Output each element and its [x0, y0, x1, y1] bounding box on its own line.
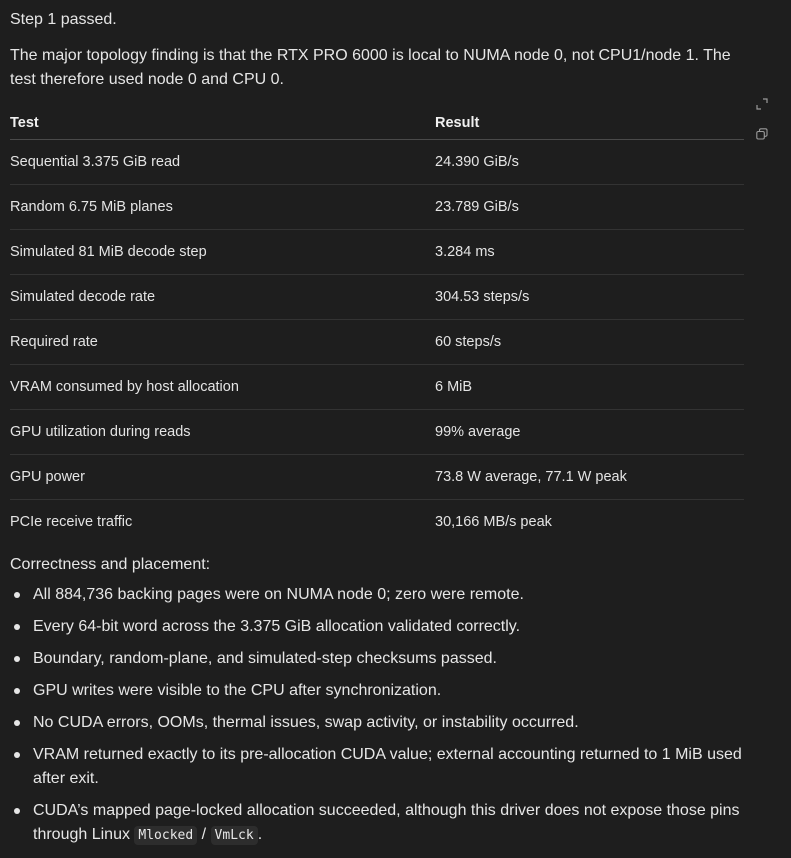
result-cell: 30,166 MB/s peak	[435, 514, 552, 530]
result-cell: 23.789 GiB/s	[435, 185, 744, 230]
results-table	[10, 106, 744, 544]
copy-icon[interactable]	[755, 128, 769, 142]
table-header-row	[10, 106, 744, 140]
finding-paragraph: The major topology finding is that the RTX PRO 6000 is local to NUMA node 0, not CPU1/node 1. The test therefore used node 0 and CPU 0.	[10, 47, 731, 88]
table-row	[10, 185, 744, 230]
status-text: Step 1 passed.	[10, 11, 117, 28]
list-item	[10, 711, 768, 735]
expand-icon[interactable]	[755, 98, 769, 112]
inline-code-vmlck: VmLck	[211, 826, 258, 845]
test-cell: Random 6.75 MiB planes	[10, 185, 435, 230]
column-header-result: Result	[435, 106, 744, 140]
table-row	[10, 230, 744, 275]
test-cell: VRAM consumed by host allocation	[10, 365, 435, 410]
bullet-icon	[14, 808, 20, 814]
list-item-text: No CUDA errors, OOMs, thermal issues, swap activity, or instability occurred.	[33, 714, 579, 731]
result-cell: 99% average	[435, 410, 744, 455]
list-item	[10, 799, 768, 848]
bullet-icon	[14, 688, 20, 694]
list-item-text-prefix: CUDA’s mapped page-locked allocation succeeded, although this driver does not expose those pins through Linux	[33, 802, 740, 843]
result-cell: 6 MiB	[435, 365, 744, 410]
column-header-test: Test	[10, 106, 435, 140]
list-item-text: VRAM returned exactly to its pre-allocation CUDA value; external accounting returned to 1 MiB used after exit.	[33, 746, 742, 787]
test-cell: GPU utilization during reads	[10, 410, 435, 455]
table-row	[10, 140, 744, 185]
table-row	[10, 365, 744, 410]
list-item-text: Every 64-bit word across the 3.375 GiB allocation validated correctly.	[33, 618, 521, 635]
table-row	[10, 500, 744, 545]
test-cell: Simulated decode rate	[10, 275, 435, 320]
result-cell: 73.8 W average, 77.1 W peak	[435, 455, 744, 500]
test-cell: Required rate	[10, 320, 435, 365]
table-row	[10, 455, 744, 500]
code-separator: /	[197, 826, 211, 843]
list-item	[10, 743, 768, 791]
result-cell: 304.53 steps/s	[435, 275, 744, 320]
list-item	[10, 583, 768, 607]
bullet-icon	[14, 624, 20, 630]
list-item-text: All 884,736 backing pages were on NUMA node 0; zero were remote.	[33, 586, 524, 603]
result-cell: 24.390 GiB/s	[435, 140, 744, 185]
test-cell: Simulated 81 MiB decode step	[10, 230, 435, 275]
test-cell: GPU power	[10, 455, 435, 500]
bullet-icon	[14, 720, 20, 726]
test-cell: PCIe receive traffic	[10, 514, 133, 530]
list-item	[10, 647, 768, 671]
list-item-text: Boundary, random-plane, and simulated-step checksums passed.	[33, 650, 497, 667]
list-item-text-suffix: .	[257, 826, 263, 843]
results-table-container	[10, 106, 744, 544]
result-cell: 60 steps/s	[435, 320, 744, 365]
table-row	[10, 275, 744, 320]
list-item	[10, 679, 768, 703]
list-item	[10, 615, 768, 639]
correctness-list	[10, 583, 780, 848]
test-cell: Sequential 3.375 GiB read	[10, 140, 435, 185]
bullet-icon	[14, 656, 20, 662]
inline-code-mlocked: Mlocked	[134, 826, 197, 845]
list-item-text	[33, 802, 740, 843]
correctness-heading: Correctness and placement:	[10, 556, 211, 573]
bullet-icon	[14, 592, 20, 598]
result-cell: 3.284 ms	[435, 230, 744, 275]
bullet-icon	[14, 752, 20, 758]
table-row	[10, 410, 744, 455]
table-row	[10, 320, 744, 365]
message-content	[10, 0, 780, 856]
list-item-text: GPU writes were visible to the CPU after synchronization.	[33, 682, 442, 699]
